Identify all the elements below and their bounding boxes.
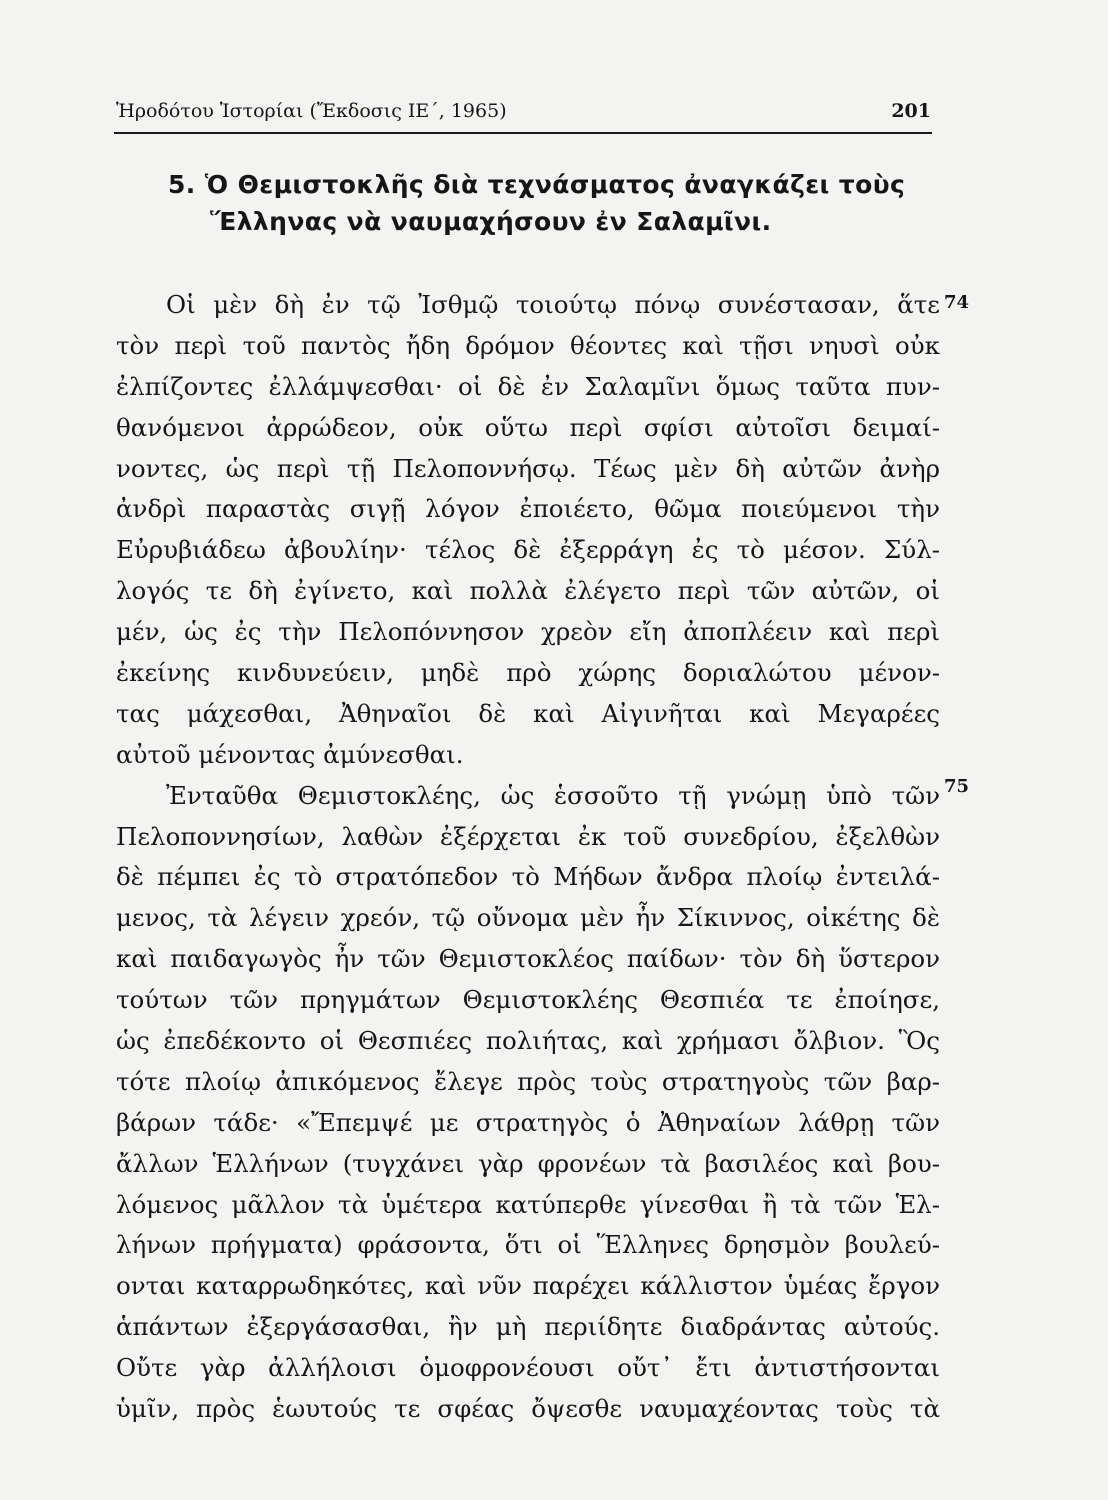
section-heading	[168, 166, 905, 240]
text-line: λήνων πρήγματα) φράσοντα, ὅτι οἱ Ἕλληνες δρησμὸν βουλεύ-	[116, 1230, 940, 1260]
text-line: τούτων τῶν πρηγμάτων Θεμιστοκλέης Θεσπιέα τε ἐποίησε,	[116, 985, 940, 1015]
text-line: τὸν περὶ τοῦ παντὸς ἤδη δρόμον θέοντες καὶ τῇσι νηυσὶ οὐκ	[116, 330, 940, 360]
header-rule	[114, 132, 932, 134]
text-line: Οἱ μὲν δὴ ἐν τῷ Ἰσθμῷ τοιούτῳ πόνῳ συνέστασαν, ἅτε	[166, 290, 940, 319]
text-line: ονται καταρρωδηκότες, καὶ νῦν παρέχει κάλλιστον ὑμέας ἔργον	[116, 1271, 940, 1301]
text-line: ὡς ἐπεδέκοντο οἱ Θεσπιέες πολιήτας, καὶ χρήμασι ὄλβιον. Ὃς	[116, 1026, 940, 1056]
text-line: καὶ παιδαγωγὸς ἦν τῶν Θεμιστοκλέος παίδων· τὸν δὴ ὕστερον	[116, 944, 940, 974]
page-number: 201	[891, 100, 931, 122]
running-head-title: Ἡροδότου Ἱστορίαι (Ἔκδοσις ΙΕ΄, 1965)	[116, 100, 507, 122]
text-line: Οὔτε γὰρ ἀλλήλοισι ὁμοφρονέουσι οὔτ᾿ ἔτι ἀντιστήσονται	[116, 1353, 940, 1383]
paragraph-2	[116, 776, 940, 1430]
text-line: λόμενος μᾶλλον τὰ ὑμέτερα κατύπερθε γίνεσθαι ἢ τὰ τῶν Ἑλ-	[116, 1189, 940, 1219]
text-line: Ἐνταῦθα Θεμιστοκλέης, ὡς ἑσσοῦτο τῇ γνώμῃ ὑπὸ τῶν	[166, 780, 940, 810]
section-heading-line-2: Ἕλληνας νὰ ναυμαχήσουν ἐν Σαλαμῖνι.	[210, 207, 772, 236]
text-line: ἀνδρὶ παραστὰς σιγῇ λόγον ἐποιέετο, θῶμα ποιεύμενοι τὴν	[116, 494, 940, 524]
text-line: βάρων τάδε· «Ἔπεμψέ με στρατηγὸς ὁ Ἀθηναίων λάθρῃ τῶν	[116, 1107, 940, 1137]
text-line: τας μάχεσθαι, Ἀθηναῖοι δὲ καὶ Αἰγινῆται καὶ Μεγαρέες	[116, 698, 940, 728]
text-line: τότε πλοίῳ ἀπικόμενος ἔλεγε πρὸς τοὺς στρατηγοὺς τῶν βαρ-	[116, 1066, 940, 1096]
text-line: ἄλλων Ἑλλήνων (τυγχάνει γὰρ φρονέων τὰ βασιλέος καὶ βου-	[116, 1148, 940, 1178]
text-line: δὲ πέμπει ἐς τὸ στρατόπεδον τὸ Μήδων ἄνδρα πλοίῳ ἐντειλά-	[116, 862, 940, 892]
text-line: θανόμενοι ἀρρώδεον, οὐκ οὕτω περὶ σφίσι αὐτοῖσι δειμαί-	[116, 412, 940, 442]
text-line: Πελοποννησίων, λαθὼν ἐξέρχεται ἐκ τοῦ συνεδρίου, ἐξελθὼν	[116, 821, 940, 851]
section-heading-line-1: 5. Ὁ Θεμιστοκλῆς διὰ τεχνάσματος ἀναγκάζει τοὺς	[168, 170, 906, 199]
text-line: μέν, ὡς ἐς τὴν Πελοπόννησον χρεὸν εἴη ἀποπλέειν καὶ περὶ	[116, 617, 940, 647]
text-line: Εὐρυβιάδεω ἀβουλίην· τέλος δὲ ἐξερράγη ἐς τὸ μέσον. Σύλ-	[116, 535, 940, 565]
text-line: ἁπάντων ἐξεργάσασθαι, ἢν μὴ περιίδητε διαδράντας αὐτούς.	[116, 1312, 940, 1342]
text-line: λογός τε δὴ ἐγίνετο, καὶ πολλὰ ἐλέγετο περὶ τῶν αὐτῶν, οἱ	[116, 576, 940, 606]
margin-line-number: 75	[944, 776, 970, 797]
text-line: νοντες, ὡς περὶ τῇ Πελοποννήσῳ. Τέως μὲν δὴ αὐτῶν ἀνὴρ	[116, 453, 940, 483]
paragraph-1	[116, 285, 940, 776]
text-line: αὐτοῦ μένοντας ἀμύνεσθαι.	[116, 739, 464, 769]
text-line: ἐλπίζοντες ἐλλάμψεσθαι· οἱ δὲ ἐν Σαλαμῖνι ὅμως ταῦτα πυν-	[116, 371, 940, 401]
text-line: ὑμῖν, πρὸς ἑωυτούς τε σφέας ὄψεσθε ναυμαχέοντας τοὺς τὰ	[116, 1394, 940, 1424]
text-line: ἐκείνης κινδυνεύειν, μηδὲ πρὸ χώρης δοριαλώτου μένον-	[116, 658, 940, 688]
text-line: μενος, τὰ λέγειν χρεόν, τῷ οὔνομα μὲν ἦν Σίκιννος, οἰκέτης δὲ	[116, 903, 940, 933]
body-text	[116, 285, 940, 1430]
margin-line-number: 74	[944, 292, 970, 313]
